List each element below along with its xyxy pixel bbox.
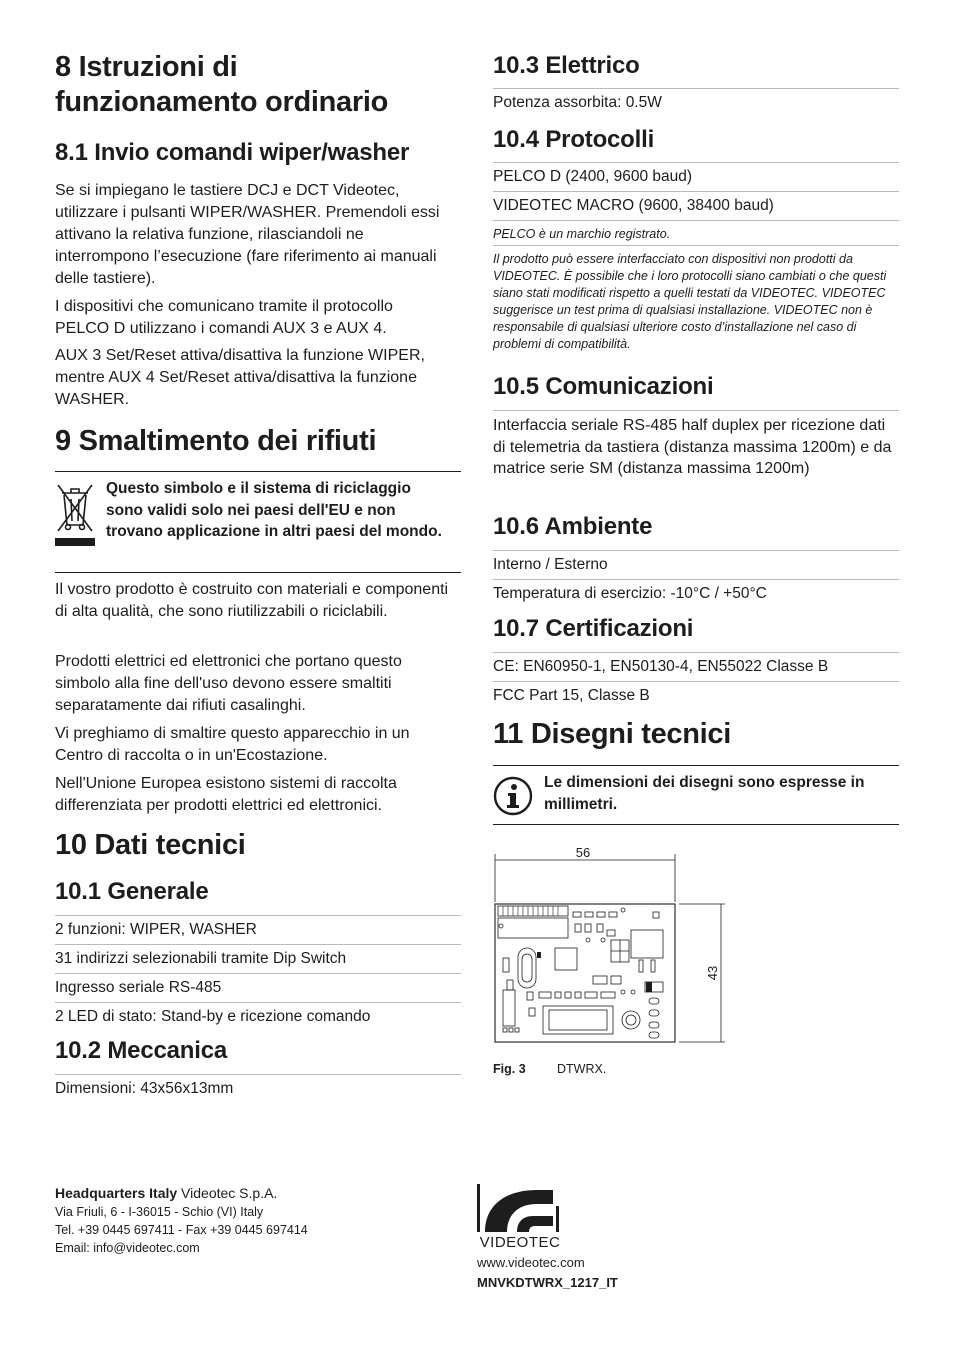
email-line: Email: info@videotec.com — [55, 1241, 200, 1255]
trademark-note: PELCO è un marchio registrato. — [493, 220, 899, 245]
section-9-paragraph-1: Il vostro prodotto è costruito con materiali e componenti di alta qualità, che sono riutilizzabili o riciclabili. — [55, 581, 449, 620]
spec-row: Ingresso seriale RS-485 — [55, 973, 461, 1002]
spec-row: PELCO D (2400, 9600 baud) — [493, 162, 899, 191]
compatibility-note: Il prodotto può essere interfacciato con dispositivi non prodotti da VIDEOTEC. È possibile che i loro protocolli siano cambiati o che questi siano stati modificati rispetto a quelli testati da VIDEOTEC. VIDEOTEC suggerisce un test prima di qualsiasi installazione. VIDEOTEC non è responsabile di qualsiasi ulteriore costo d’installazione nel caso di problemi di compatibilità. — [493, 245, 899, 355]
section-10-4-table — [493, 162, 899, 355]
pcb-drawing-svg — [493, 840, 743, 1050]
spec-row: Dimensioni: 43x56x13mm — [55, 1074, 461, 1103]
section-8-title-line1: 8 Istruzioni di — [55, 51, 238, 83]
section-10-7-title: 10.7 Certificazioni — [493, 615, 694, 642]
section-10-title: 10 Dati tecnici — [55, 829, 246, 861]
spec-row: 2 funzioni: WIPER, WASHER — [55, 915, 461, 944]
dimensions-note-text: Le dimensioni dei disegni sono espresse in millimetri. — [544, 774, 865, 813]
company-name: Videotec S.p.A. — [177, 1185, 278, 1201]
spec-row: FCC Part 15, Classe B — [493, 681, 899, 710]
technical-drawing — [493, 840, 743, 1050]
section-8-1-paragraph-3: AUX 3 Set/Reset attiva/disattiva la funzione WIPER, mentre AUX 4 Set/Reset attiva/disattiva la funzione WASHER. — [55, 347, 425, 408]
section-10-1-title: 10.1 Generale — [55, 878, 209, 905]
spec-row: 31 indirizzi selezionabili tramite Dip Switch — [55, 944, 461, 973]
section-10-4-title: 10.4 Protocolli — [493, 126, 655, 153]
videotec-logo — [477, 1184, 563, 1250]
headquarters-line — [55, 1183, 455, 1203]
section-10-6-table — [493, 550, 899, 608]
section-10-1-table — [55, 915, 461, 1031]
weee-note-text: Questo simbolo e il sistema di riciclaggio sono validi solo nei paesi dell'EU e non trovano applicazione in altri paesi del mondo. — [106, 480, 442, 540]
spec-row: Temperatura di esercizio: -10°C / +50°C — [493, 579, 899, 608]
section-9-paragraph-2: Prodotti elettrici ed elettronici che portano questo simbolo alla fine dell'uso devono essere smaltiti separatamente dai rifiuti casalinghi. — [55, 653, 402, 714]
figure-caption-text: DTWRX. — [557, 1062, 607, 1076]
section-8-title-line2: funzionamento ordinario — [55, 86, 389, 118]
spec-row: Interno / Esterno — [493, 550, 899, 579]
weee-note — [55, 471, 461, 573]
website-text: www.videotec.com — [477, 1255, 585, 1270]
spec-row: CE: EN60950-1, EN50130-4, EN55022 Classe B — [493, 652, 899, 681]
section-9-title: 9 Smaltimento dei rifiuti — [55, 425, 377, 457]
phone-line: Tel. +39 0445 697411 - Fax +39 0445 697414 — [55, 1223, 308, 1237]
section-10-2-title: 10.2 Meccanica — [55, 1037, 227, 1064]
spec-row: VIDEOTEC MACRO (9600, 38400 baud) — [493, 191, 899, 220]
dimensions-note — [493, 765, 899, 825]
dimension-height-label: 43 — [705, 965, 720, 981]
section-10-3-title: 10.3 Elettrico — [493, 52, 640, 79]
logo-text: VIDEOTEC — [479, 1234, 561, 1250]
document-code: MNVKDTWRX_1217_IT — [477, 1275, 618, 1290]
figure-caption — [493, 1061, 607, 1077]
address-line: Via Friuli, 6 - I-36015 - Schio (VI) Italy — [55, 1205, 264, 1219]
section-8-1-paragraph-1: Se si impiegano le tastiere DCJ e DCT Videotec, utilizzare i pulsanti WIPER/WASHER. Premendoli essi attivano la relativa funzione, rilasciandoli ne interrompono l’esecuzione (fare riferimento ai manuali delle tastiere). — [55, 182, 440, 287]
section-10-2-table — [55, 1074, 461, 1103]
info-icon — [493, 776, 533, 816]
section-11-title: 11 Disegni tecnici — [493, 718, 731, 750]
section-10-5-title: 10.5 Comunicazioni — [493, 373, 714, 400]
section-10-7-table — [493, 652, 899, 710]
section-8-1-title: 8.1 Invio comandi wiper/washer — [55, 139, 410, 166]
section-9-paragraph-3: Vi preghiamo di smaltire questo apparecchio in un Centro di raccolta o in un'Ecostazione. — [55, 725, 410, 764]
section-10-3-table — [493, 88, 899, 117]
spec-row: Interfaccia seriale RS-485 half duplex per ricezione dati di telemetria da tastiera (distanza massima 1200m) e da matrice serie SM (distanza massima 1200m) — [493, 410, 899, 484]
dimension-width-label: 56 — [575, 845, 591, 860]
section-10-6-title: 10.6 Ambiente — [493, 513, 653, 540]
headquarters-label: Headquarters Italy — [55, 1185, 178, 1201]
section-9-paragraph-4: Nell'Unione Europea esistono sistemi di raccolta differenziata per prodotti elettrici ed elettronici. — [55, 775, 397, 814]
spec-row: 2 LED di stato: Stand-by e ricezione comando — [55, 1002, 461, 1031]
figure-label: Fig. 3 — [493, 1062, 526, 1076]
spec-row: Potenza assorbita: 0.5W — [493, 88, 899, 117]
section-10-5-table — [493, 410, 899, 484]
footer-address — [55, 1183, 455, 1257]
weee-bin-icon — [55, 481, 95, 547]
section-8-1-paragraph-2: I dispositivi che comunicano tramite il protocollo PELCO D utilizzano i comandi AUX 3 e AUX 4. — [55, 298, 393, 337]
section-8-title — [55, 50, 388, 120]
